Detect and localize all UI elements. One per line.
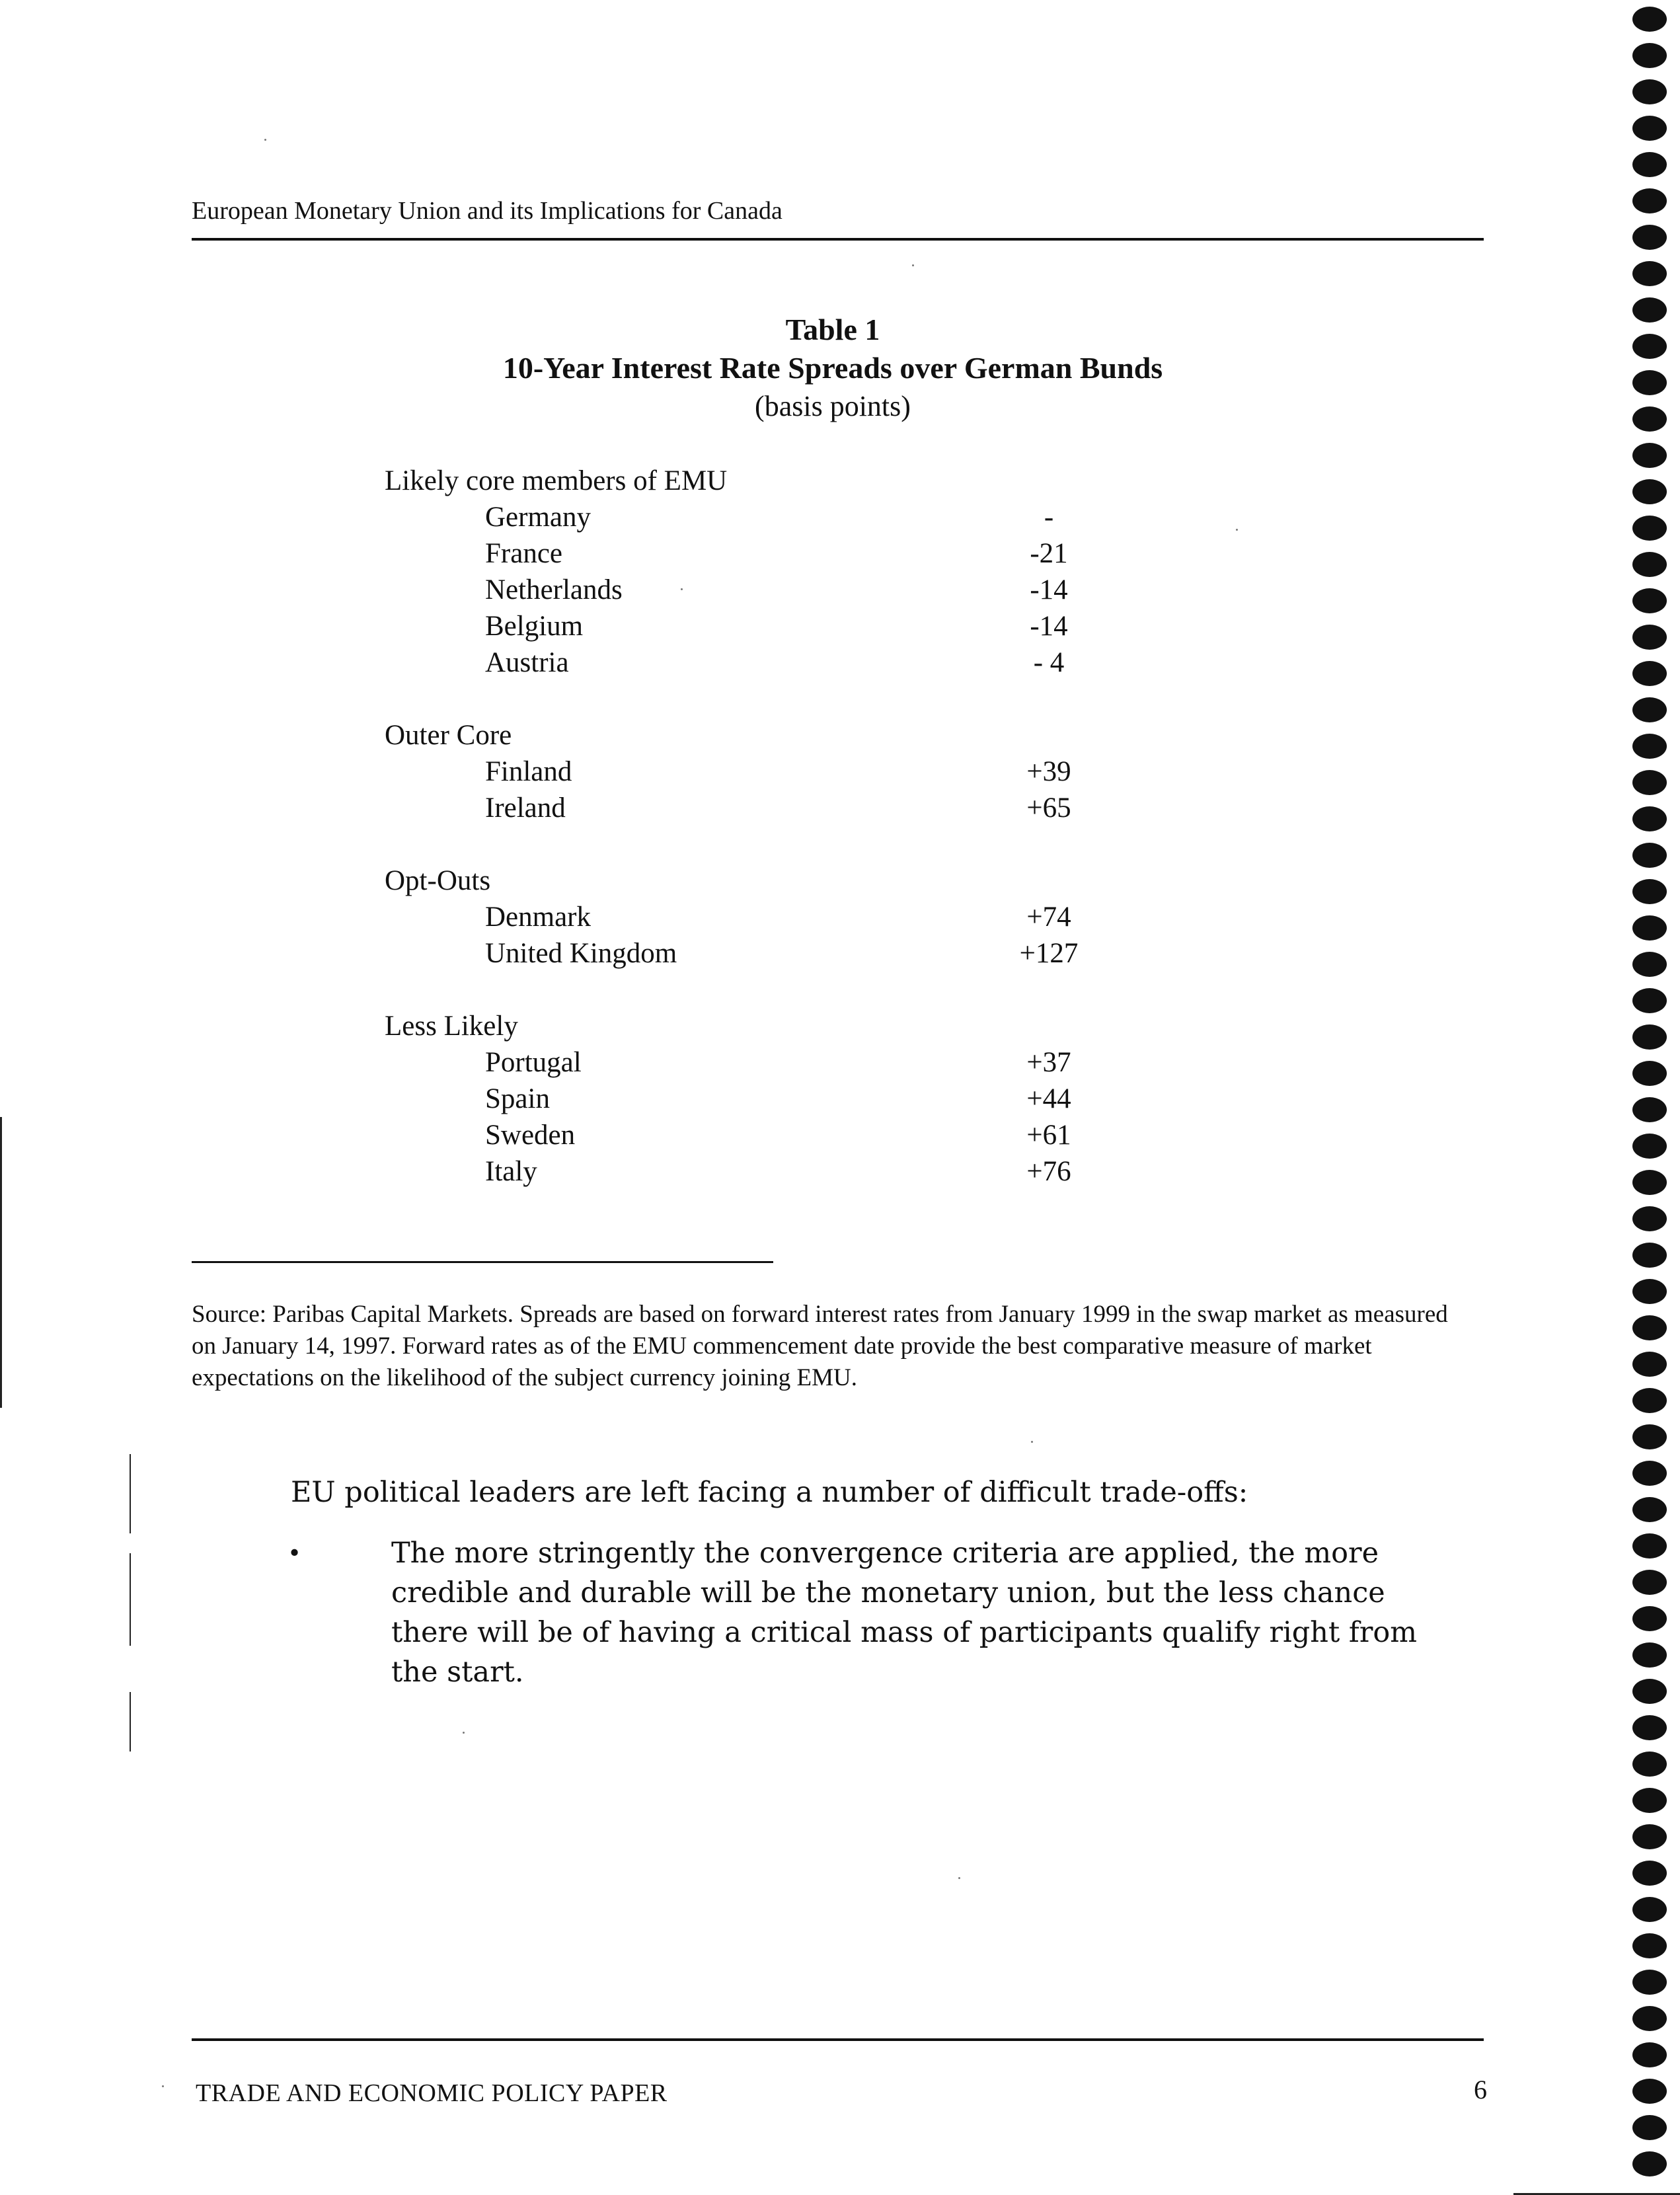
table-row (385, 1081, 1112, 1117)
binding-hole-icon (1632, 1861, 1667, 1886)
scan-mark (130, 1553, 131, 1646)
running-header: European Monetary Union and its Implications for Canada (192, 197, 783, 225)
table-group-less-likely (385, 1008, 1112, 1190)
body-paragraph: EU political leaders are left facing a number of difficult trade-offs: (291, 1476, 1248, 1509)
scan-speck (1236, 529, 1238, 531)
binding-hole-icon (1632, 2006, 1667, 2031)
table-group-opt-outs (385, 863, 1112, 972)
table-number: Table 1 (785, 313, 880, 346)
binding-hole-icon (1632, 1315, 1667, 1340)
binding-hole-icon (1632, 1388, 1667, 1413)
binding-hole-icon (1632, 1061, 1667, 1086)
binding-hole-icon (1632, 1424, 1667, 1449)
binding-hole-icon (1632, 188, 1667, 213)
binding-hole-icon (1632, 152, 1667, 177)
table-row (385, 935, 1112, 972)
country-name: Ireland (485, 792, 566, 824)
binding-hole-icon (1632, 1024, 1667, 1050)
spread-value: -14 (1030, 611, 1068, 642)
spread-value: +44 (1026, 1083, 1071, 1114)
page-number: 6 (1474, 2075, 1487, 2104)
binding-hole-icon (1632, 988, 1667, 1013)
binding-hole-icon (1632, 1970, 1667, 1995)
country-name: Austria (485, 647, 569, 678)
table-row (385, 753, 1112, 790)
binding-hole-icon (1632, 1715, 1667, 1740)
binding-hole-icon (1632, 370, 1667, 395)
binding-hole-icon (1632, 1533, 1667, 1559)
binding-hole-icon (1632, 1206, 1667, 1231)
scan-mark (0, 1117, 2, 1408)
scan-speck (681, 588, 683, 590)
country-name: Spain (485, 1083, 550, 1114)
binding-hole-icon (1632, 770, 1667, 795)
country-name: Finland (485, 756, 572, 787)
binding-hole-icon (1632, 516, 1667, 541)
binding-hole-icon (1632, 1279, 1667, 1304)
country-name: Sweden (485, 1120, 576, 1151)
binding-hole-icon (1632, 2079, 1667, 2104)
binding-hole-icon (1632, 1897, 1667, 1922)
table-row (385, 644, 1112, 681)
binding-hole-icon (1632, 1097, 1667, 1122)
country-name: France (485, 538, 562, 569)
country-name: Italy (485, 1156, 537, 1187)
binding-hole-icon (1632, 1352, 1667, 1377)
footer-title: TRADE AND ECONOMIC POLICY PAPER (196, 2079, 668, 2107)
table-row (385, 499, 1112, 535)
source-note: Source: Paribas Capital Markets. Spreads are based on forward interest rates from January 1999 in the swap market as measured on January 14, 1997. Forward rates as of the EMU commencement date provide the best comparative measure of market expectations on the likelihood of the subject currency joining EMU. (192, 1301, 1448, 1391)
group-label: Opt-Outs (385, 865, 491, 896)
spread-value: -21 (1030, 538, 1068, 569)
country-name: Netherlands (485, 574, 623, 605)
scan-speck (958, 1877, 960, 1879)
binding-hole-icon (1632, 1933, 1667, 1958)
binding-hole-icon (1632, 1606, 1667, 1631)
table-row (385, 572, 1112, 608)
binding-hole-icon (1632, 7, 1667, 32)
bullet-icon: • (289, 1537, 300, 1568)
binding-hole-icon (1632, 1642, 1667, 1668)
table-title: 10-Year Interest Rate Spreads over German Bunds (502, 351, 1163, 385)
binding-hole-icon (1632, 1134, 1667, 1159)
binding-hole-icon (1632, 2115, 1667, 2140)
spread-value: - (1044, 502, 1054, 533)
binding-hole-icon (1632, 297, 1667, 323)
binding-hole-icon (1632, 697, 1667, 722)
binding-hole-icon (1632, 661, 1667, 686)
table-row (385, 790, 1112, 826)
scan-speck (463, 1732, 465, 1734)
binding-hole-icon (1632, 843, 1667, 868)
scan-speck (912, 264, 914, 266)
binding-hole-icon (1632, 1788, 1667, 1813)
bullet-paragraph: The more stringently the convergence criteria are applied, the more credible and durable will be the monetary union, but the less chance there will be of having a critical mass of participants qualify right from the start. (391, 1537, 1418, 1689)
country-name: Portugal (485, 1047, 582, 1078)
binding-hole-icon (1632, 625, 1667, 650)
scan-mark (130, 1692, 131, 1752)
binding-hole-icon (1632, 1497, 1667, 1522)
table-row (385, 608, 1112, 644)
table-row (385, 1153, 1112, 1190)
footer-rule (192, 2038, 1484, 2041)
binding-hole-icon (1632, 225, 1667, 250)
country-name: Germany (485, 502, 591, 533)
spread-value: +127 (1019, 938, 1079, 969)
binding-hole-icon (1632, 43, 1667, 68)
binding-hole-icon (1632, 1170, 1667, 1195)
scan-speck (162, 2085, 164, 2087)
scan-speck (1031, 1441, 1033, 1443)
spread-value: +76 (1026, 1156, 1071, 1187)
spread-table (385, 463, 1112, 1226)
header-rule (192, 238, 1484, 241)
binding-hole-icon (1632, 334, 1667, 359)
country-name: Denmark (485, 902, 591, 933)
binding-hole-icon (1632, 1679, 1667, 1704)
table-row (385, 899, 1112, 935)
country-name: Belgium (485, 611, 584, 642)
group-label: Less Likely (385, 1011, 518, 1042)
binding-hole-icon (1632, 443, 1667, 468)
spread-value: +61 (1026, 1120, 1071, 1151)
table-row (385, 1044, 1112, 1081)
scan-speck (264, 139, 266, 141)
binding-holes (1632, 0, 1680, 2195)
binding-hole-icon (1632, 1243, 1667, 1268)
binding-hole-icon (1632, 552, 1667, 577)
spread-value: -14 (1030, 574, 1068, 605)
spread-value: - 4 (1033, 647, 1065, 678)
binding-hole-icon (1632, 1752, 1667, 1777)
table-caption (370, 311, 1295, 426)
binding-hole-icon (1632, 479, 1667, 504)
scan-mark (130, 1454, 131, 1533)
binding-hole-icon (1632, 879, 1667, 904)
binding-hole-icon (1632, 406, 1667, 432)
binding-hole-icon (1632, 1570, 1667, 1595)
binding-hole-icon (1632, 2042, 1667, 2067)
table-group-outer-core (385, 717, 1112, 826)
binding-hole-icon (1632, 915, 1667, 941)
binding-hole-icon (1632, 116, 1667, 141)
binding-hole-icon (1632, 261, 1667, 286)
group-label: Likely core members of EMU (385, 465, 728, 496)
spread-value: +39 (1026, 756, 1071, 787)
binding-hole-icon (1632, 1461, 1667, 1486)
table-footnote-rule (192, 1261, 773, 1263)
binding-hole-icon (1632, 734, 1667, 759)
table-row (385, 1117, 1112, 1153)
table-unit: (basis points) (755, 390, 911, 422)
binding-hole-icon (1632, 2151, 1667, 2176)
table-group-likely-core (385, 463, 1112, 681)
spread-value: +37 (1026, 1047, 1071, 1078)
country-name: United Kingdom (485, 938, 677, 969)
group-label: Outer Core (385, 720, 512, 751)
binding-hole-icon (1632, 952, 1667, 977)
binding-hole-icon (1632, 1824, 1667, 1849)
binding-hole-icon (1632, 79, 1667, 104)
spread-value: +65 (1026, 792, 1071, 824)
binding-hole-icon (1632, 588, 1667, 613)
binding-hole-icon (1632, 806, 1667, 831)
table-row (385, 535, 1112, 572)
spread-value: +74 (1026, 902, 1071, 933)
